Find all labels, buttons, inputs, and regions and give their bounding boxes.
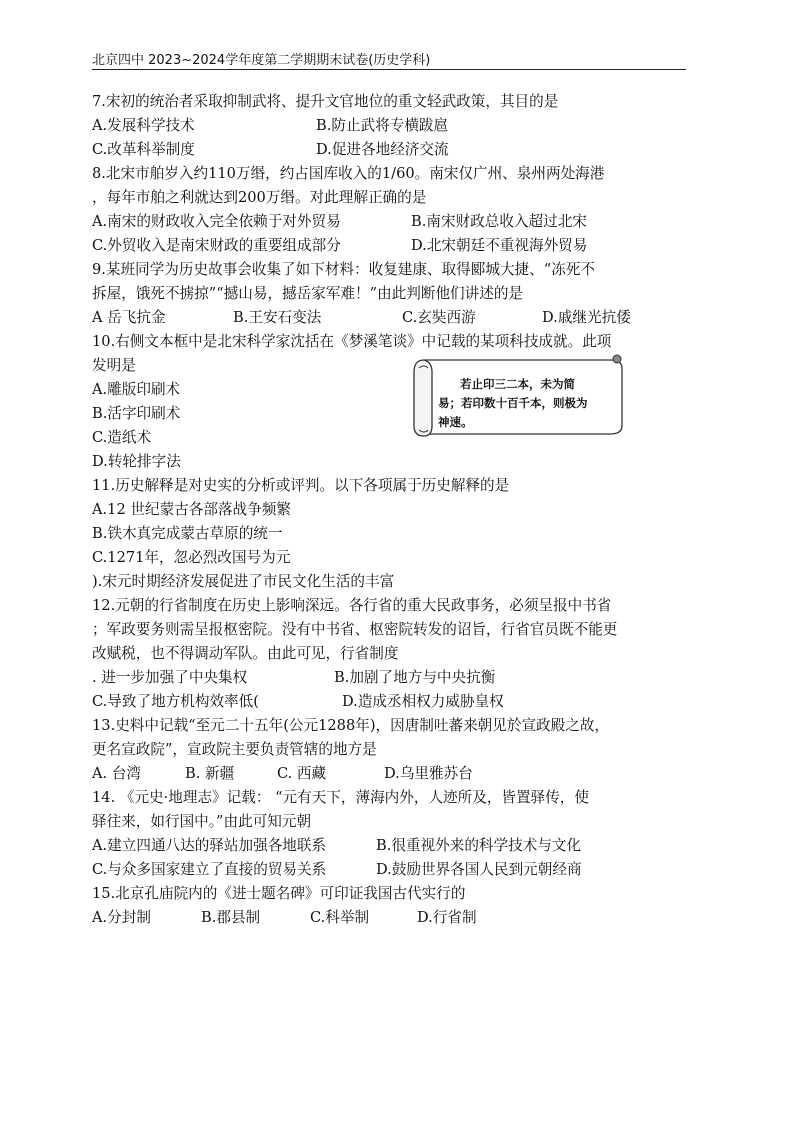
q7-option-c: C.改革科举制度 bbox=[92, 141, 195, 158]
q9-option-c: C.玄奘西游 bbox=[402, 309, 476, 326]
q12-option-c: C.导致了地方机构效率低( bbox=[92, 693, 259, 710]
q7-stem: 7.宋初的统治者采取抑制武将、提升文官地位的重文轻武政策，其目的是 bbox=[92, 93, 559, 110]
q10-option-c: C.造纸术 bbox=[92, 429, 152, 446]
q14-option-a: A.建立四通八达的驿站加强各地联系 bbox=[92, 837, 327, 854]
q10-stem-2: 发明是 bbox=[92, 357, 136, 374]
q8-option-a: A.南宋的财政收入完全依赖于对外贸易 bbox=[92, 213, 341, 230]
q15-option-c: C.科举制 bbox=[310, 909, 370, 926]
q7-option-a: A.发展科学技术 bbox=[92, 117, 195, 134]
q14-option-c: C.与众多国家建立了直接的贸易关系 bbox=[92, 861, 327, 878]
page-header: 北京四中 2023~2024学年度第二学期期末试卷(历史学科) bbox=[92, 49, 686, 70]
q11-stem: 11.历史解释是对史实的分析或评判。以下各项属于历史解释的是 bbox=[92, 477, 510, 494]
q9-option-a: A 岳飞抗金 bbox=[92, 309, 166, 326]
q12-option-b: B.加剧了地方与中央抗衡 bbox=[334, 669, 496, 686]
q9-stem-1: 9.某班同学为历史故事会收集了如下材料：收复建康、取得郾城大捷、“冻死不 bbox=[92, 261, 595, 278]
q15-stem: 15.北京孔庙院内的《进士题名碑》可印证我国古代实行的 bbox=[92, 885, 466, 902]
q15-option-a: A.分封制 bbox=[92, 909, 151, 926]
q14-option-d: D.鼓励世界各国人民到元朝经商 bbox=[376, 861, 582, 878]
q10-stem-1: 10.右侧文本框中是北宋科学家沈括在《梦溪笔谈》中记载的某项科技成就。此项 bbox=[92, 333, 612, 350]
q14-stem-2: 驿往来，如行国中。”由此可知元朝 bbox=[92, 813, 312, 830]
q9-option-d: D.戚继光抗倭 bbox=[542, 309, 631, 326]
q13-option-a: A. 台湾 bbox=[92, 765, 142, 782]
q14-option-b: B.很重视外来的科学技术与文化 bbox=[376, 837, 582, 854]
q14-stem-1: 14. 《元史·地理志》记载： “元有天下，薄海内外，人迹所及，皆置驿传，使 bbox=[92, 789, 589, 806]
q11-option-c: C.1271年，忽必烈改国号为元 bbox=[92, 549, 291, 566]
scroll-quote bbox=[438, 375, 624, 432]
q8-option-c: C.外贸收入是南宋财政的重要组成部分 bbox=[92, 237, 341, 254]
q12-option-d: D.造成丞相权力威胁皇权 bbox=[342, 693, 504, 710]
q11-option-d: ).宋元时期经济发展促进了市民文化生活的丰富 bbox=[92, 573, 395, 590]
quote-line-2: 易；若印数十百千本，则极为 bbox=[438, 396, 588, 410]
q8-stem-1: 8.北宋市舶岁入约110万缗，约占国库收入的1/60。南宋仅广州、泉州两处海港 bbox=[92, 165, 605, 182]
q10-option-d: D.转轮排字法 bbox=[92, 453, 181, 470]
q13-stem-1: 13.史料中记载“至元二十五年(公元1288年)，因唐制吐蕃来朝见於宣政殿之故， bbox=[92, 717, 610, 734]
q13-option-d: D.乌里雅苏台 bbox=[384, 765, 473, 782]
q12-option-a: . 进一步加强了中央集权 bbox=[92, 669, 248, 686]
q8-option-b: B.南宋财政总收入超过北宋 bbox=[411, 213, 587, 230]
q10-option-a: A.雕版印刷术 bbox=[92, 381, 181, 398]
q11-option-b: B.铁木真完成蒙古草原的统一 bbox=[92, 525, 283, 542]
q13-stem-2: 更名宣政院”，宣政院主要负责管辖的地方是 bbox=[92, 741, 377, 758]
q13-option-c: C. 西藏 bbox=[277, 765, 327, 782]
q15-option-d: D.行省制 bbox=[417, 909, 477, 926]
quote-line-3: 神速。 bbox=[438, 415, 473, 429]
q9-stem-2: 拆屋，饿死不掳掠”“撼山易，撼岳家军难！”由此判断他们讲述的是 bbox=[92, 285, 524, 302]
q13-option-b: B. 新疆 bbox=[185, 765, 235, 782]
q10-option-b: B.活字印刷术 bbox=[92, 405, 181, 422]
quote-line-1: 若止印三二本，未为简 bbox=[460, 377, 575, 391]
q8-option-d: D.北宋朝廷不重视海外贸易 bbox=[411, 237, 588, 254]
q15-option-b: B.郡县制 bbox=[201, 909, 261, 926]
q12-stem-1: 12.元朝的行省制度在历史上影响深远。各行省的重大民政事务，必须呈报中书省 bbox=[92, 597, 612, 614]
q7-option-d: D.促进各地经济交流 bbox=[316, 141, 449, 158]
q12-stem-2: ；军政要务则需呈报枢密院。没有中书省、枢密院转发的诏旨，行省官员既不能更 bbox=[92, 621, 618, 638]
q11-option-a: A.12 世纪蒙古各部落战争频繁 bbox=[92, 501, 291, 518]
q7-option-b: B.防止武将专横跋扈 bbox=[316, 117, 449, 134]
q8-stem-2: ，每年市舶之利就达到200万缗。对此理解正确的是 bbox=[92, 189, 427, 206]
q12-stem-3: 改赋税，也不得调动军队。由此可见，行省制度 bbox=[92, 645, 399, 662]
q9-option-b: B.王安石变法 bbox=[233, 309, 322, 326]
